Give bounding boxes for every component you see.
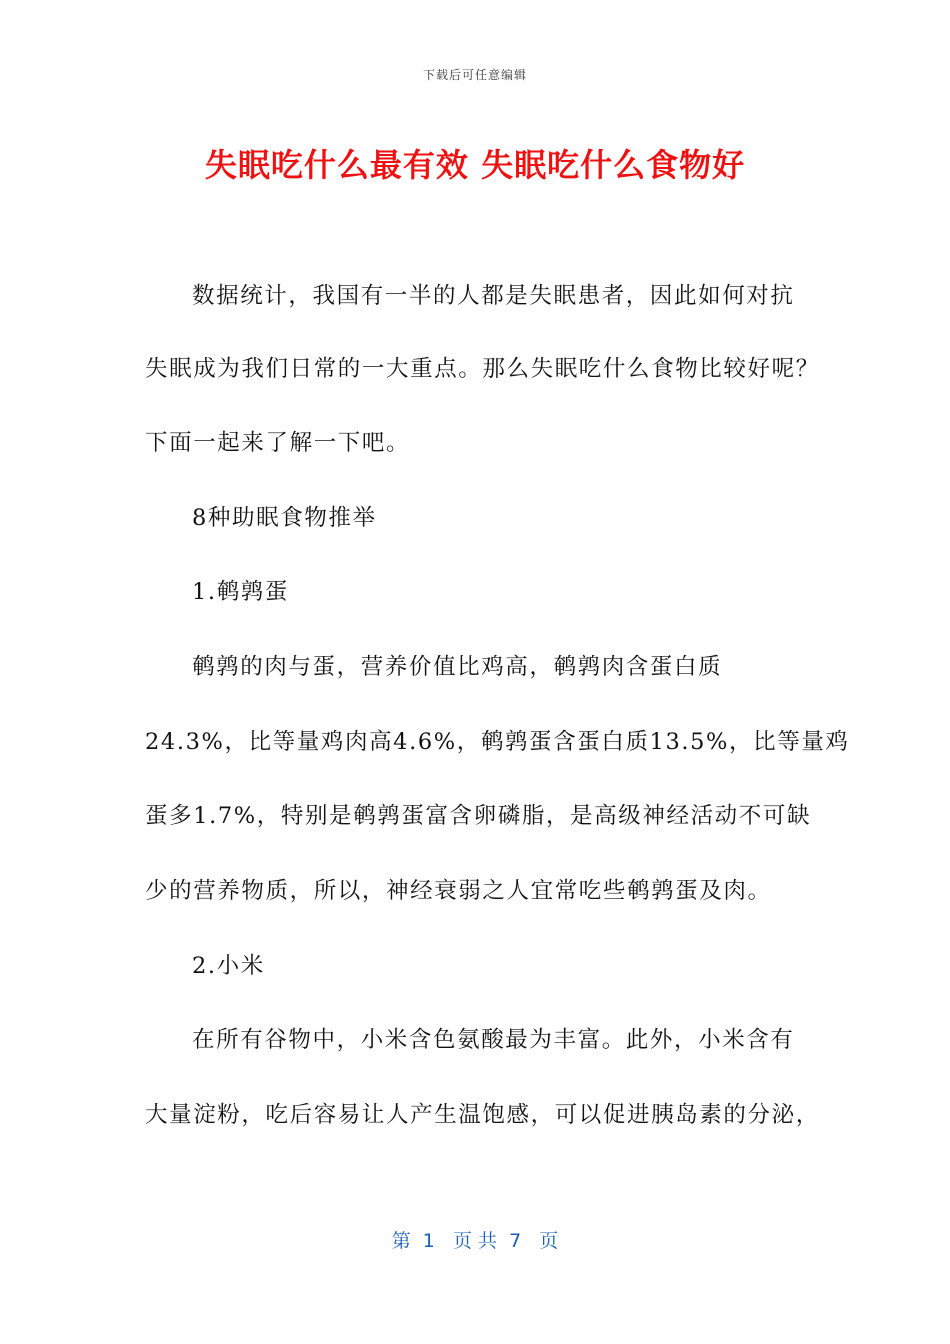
body-line-3: 下面一起来了解一下吧。 [145, 430, 411, 456]
body-line-7: 24.3%，比等量鸡肉高4.6%，鹌鹑蛋含蛋白质13.5%，比等量鸡 [145, 729, 850, 755]
item-heading-millet: 2.小米 [192, 953, 265, 979]
section-heading-foods: 8种助眠食物推举 [192, 505, 377, 531]
body-line-8: 蛋多1.7%，特别是鹌鹑蛋富含卵磷脂，是高级神经活动不可缺 [145, 803, 812, 829]
body-line-9: 少的营养物质，所以，神经衰弱之人宜常吃些鹌鹑蛋及肉。 [145, 878, 772, 904]
header-note: 下载后可任意编辑 [422, 68, 527, 82]
item-heading-quail-egg: 1.鹌鹑蛋 [192, 579, 289, 605]
body-line-2: 失眠成为我们日常的一大重点。那么失眠吃什么食物比较好呢？ [145, 356, 820, 382]
body-line-6: 鹌鹑的肉与蛋，营养价值比鸡高，鹌鹑肉含蛋白质 [192, 654, 723, 680]
body-line-1: 数据统计，我国有一半的人都是失眠患者，因此如何对抗 [192, 283, 795, 309]
body-line-11: 在所有谷物中，小米含色氨酸最为丰富。此外，小米含有 [192, 1027, 795, 1053]
document-title: 失眠吃什么最有效 失眠吃什么食物好 [204, 146, 746, 184]
body-line-12: 大量淀粉，吃后容易让人产生温饱感，可以促进胰岛素的分泌， [145, 1102, 820, 1128]
page-number-footer: 第 1 页 共 7 页 [391, 1230, 559, 1252]
